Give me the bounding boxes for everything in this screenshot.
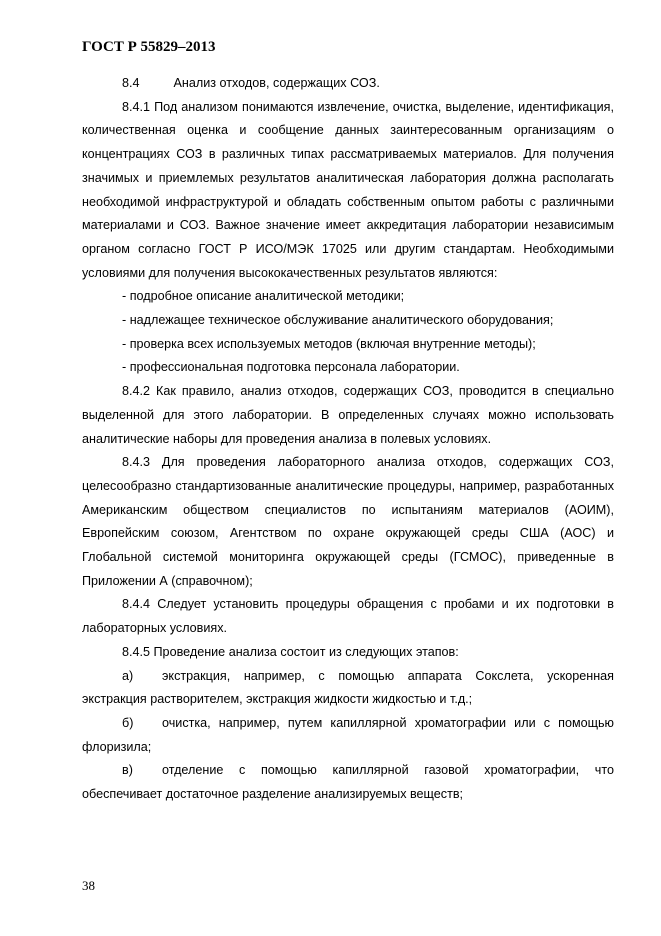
section-number: 8.4 <box>122 76 140 90</box>
section-heading <box>82 72 614 96</box>
step-marker: в) <box>122 763 133 778</box>
step-text: очистка, например, путем капиллярной хроматографии или с помощью флоризила; <box>82 715 614 754</box>
step-item <box>82 665 614 712</box>
bullet-item: - проверка всех используемых методов (включая внутренние методы); <box>122 336 536 351</box>
step-text: отделение с помощью капиллярной газовой хроматографии, что обеспечивает достаточное разделение анализируемых веществ; <box>82 763 614 802</box>
step-item <box>82 712 614 759</box>
section-title: Анализ отходов, содержащих СОЗ. <box>173 76 380 90</box>
bullet-item: - надлежащее техническое обслуживание аналитического оборудования; <box>122 313 554 328</box>
paragraph-8-4-3: 8.4.3 Для проведения лабораторного анализа отходов, содержащих СОЗ, целесообразно стандартизованные аналитические процедуры, например, разработанных Американским обществом специалистов по испытаниям материалов (АОИМ), Европейским союзом, Агентством по охране окружающей среды США (АОС) и Глобальной системой мониторинга окружающей среды (ГСМОС), приведенные в Приложении А (справочном); <box>82 455 614 588</box>
bullet-item: - профессиональная подготовка персонала лаборатории. <box>122 360 460 375</box>
step-item <box>82 759 614 806</box>
bullet-item: - подробное описание аналитической методики; <box>122 289 405 304</box>
paragraph-8-4-2: 8.4.2 Как правило, анализ отходов, содержащих СОЗ, проводится в специально выделенной для этого лаборатории. В определенных случаях можно использовать аналитические наборы для проведения анализа в полевых условиях. <box>82 384 614 446</box>
step-marker: б) <box>122 715 134 730</box>
step-marker: а) <box>122 668 134 683</box>
paragraph-8-4-4: 8.4.4 Следует установить процедуры обращения с пробами и их подготовки в лабораторных условиях. <box>82 597 614 636</box>
paragraph-8-4-1: 8.4.1 Под анализом понимаются извлечение, очистка, выделение, идентификация, количественная оценка и сообщение данных заинтересованным организациям о концентрациях СОЗ в различных типах рассматриваемых материалов. Для получения значимых и приемлемых результатов аналитическая лаборатория должна располагать необходимой инфраструктурой и обладать собственным опытом работы с различными материалами и СОЗ. Важное значение имеет аккредитация лаборатории независимым органом согласно ГОСТ Р ИСО/МЭК 17025 или другим стандартам. Необходимыми условиями для получения высококачественных результатов являются: <box>82 99 614 280</box>
page-number: 38 <box>82 878 95 893</box>
step-text: экстракция, например, с помощью аппарата Сокслета, ускоренная экстракция растворителем, экстракция жидкости жидкостью и т.д.; <box>82 668 614 707</box>
paragraph-8-4-5: 8.4.5 Проведение анализа состоит из следующих этапов: <box>122 644 459 659</box>
document-body <box>82 72 614 807</box>
document-code-header: ГОСТ Р 55829–2013 <box>82 39 216 55</box>
